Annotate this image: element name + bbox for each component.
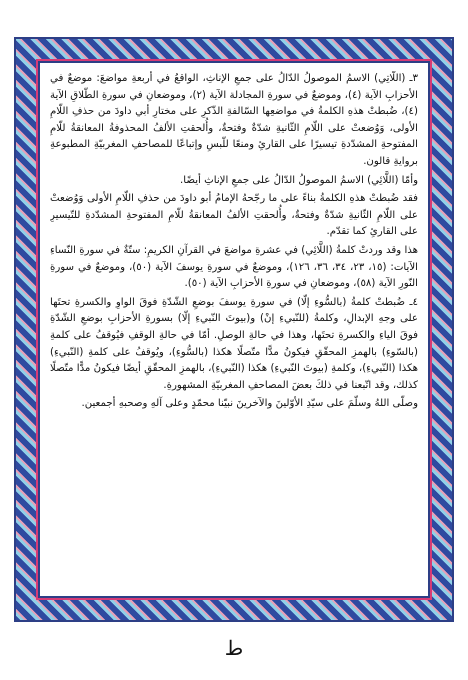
ornamental-border <box>14 37 454 622</box>
paragraph-6: وصلّى اللهُ وسلّمَ على سيّدِ الأوّلينَ والآخرينَ نبيّنا محمّدٍ وعلى آلهِ وصحبهِ أجمعين. <box>81 398 418 410</box>
paragraph-3: فقد ضُبطتْ هذهِ الكلمةُ بناءً على ما رجّحهُ الإمامُ أبو داودَ من حذفِ اللّامِ الأولى وَوُضعتْ على اللّامِ الثّانيةِ شدّةٌ وفتحةٌ، وأُلحقتِ الألفُ المعانقةُ للّامِ المفتوحةِ المشدّدةِ للتّيسيرِ على القارئِ كما تقدّم. <box>50 193 418 238</box>
paragraph-5: ٤ـ ضُبطتْ كلمةُ (بالسُّوءِ إلّا) في سورةِ يوسفَ بوضعِ الشّدّةِ فوقَ الواوِ والكسرةِ تحتَها على وجهِ الإبدالِ، وكلمةُ (للنّبيءِ إنْ) و(بيوتَ النّبيءِ إلّا) بسورةِ الأحزابِ بوضعِ الشّدّةِ فوقَ الياءِ والكسرةِ تحتَها، وهذا في حالةِ الوصلِ. أمّا في حالةِ الوقفِ فيُوقفُ على كلمةِ (بالسّوءِ) بالهمزِ المحقّقِ فيكونُ مدًّا متّصلًا هكذا (بالسُّوءِ)، ويُوقفُ على كلمةِ (النّبيءِ) هكذا (النّبيءِ)، وكلمةِ (بيوتَ النّبيءِ) هكذا (النّبيءِ)، بالهمزِ المحقّقِ أيضًا فيكونُ مدًّا متّصلًا كذلك، وقد اتّبعنا في ذلكَ بعضَ المصاحفِ المغربيّةِ المشهورةِ. <box>50 296 418 391</box>
text-panel <box>38 61 430 598</box>
paragraph-1: ٣ـ (اللَّاتِي) الاسمُ الموصولُ الدّالُ على جمعِ الإناثِ، الواقعُ في أربعةِ مواضعَ: موضعٌ في الأحزابِ الآية (٤)، وموضعٌ في سورةِ المجادلة الآية (٢)، وموضعانِ في سورةِ الطّلاقِ الآية (٤)، ضُبطتْ هذهِ الكلمةُ في مواضعِها السّالفةِ الذّكرِ على مختارِ أبي داودَ من حذفِ اللّامِ الأولى، وَوُضعتْ على اللّامِ الثّانيةِ شدّةٌ وفتحةٌ، وأُلحقتِ الألفُ المحذوفةُ المعانقةُ للّامِ المفتوحةِ المشدّدةِ تيسيرًا على القارئِ ومنعًا للّبسِ وإتباعًا للمصاحفِ المغربيّةِ المطبوعةِ بروايةِ قالون. <box>50 73 418 167</box>
paragraph-2: وأمّا (اللَّائِي) الاسمُ الموصولُ الدّالُ على جمعِ الإناثِ أيضًا. <box>180 174 418 186</box>
paragraph-4: هذا وقد وردتْ كلمةُ (اللَّائِي) في عشرةِ مواضعَ في القرآنِ الكريمِ: ستّةٌ في سورةِ النّساءِ الآيات: (١٥، ٢٣، ٣٤، ٣٦، ١٢٦)، وموضعٌ في سورةِ يوسفَ الآية (٥٠)، وموضعٌ في سورةِ النّورِ الآية (٥٨)، وموضعانِ في سورةِ الأحزابِ الآية (٥٠). <box>50 244 418 290</box>
page-number: ط <box>224 636 244 660</box>
body-text <box>50 71 418 588</box>
